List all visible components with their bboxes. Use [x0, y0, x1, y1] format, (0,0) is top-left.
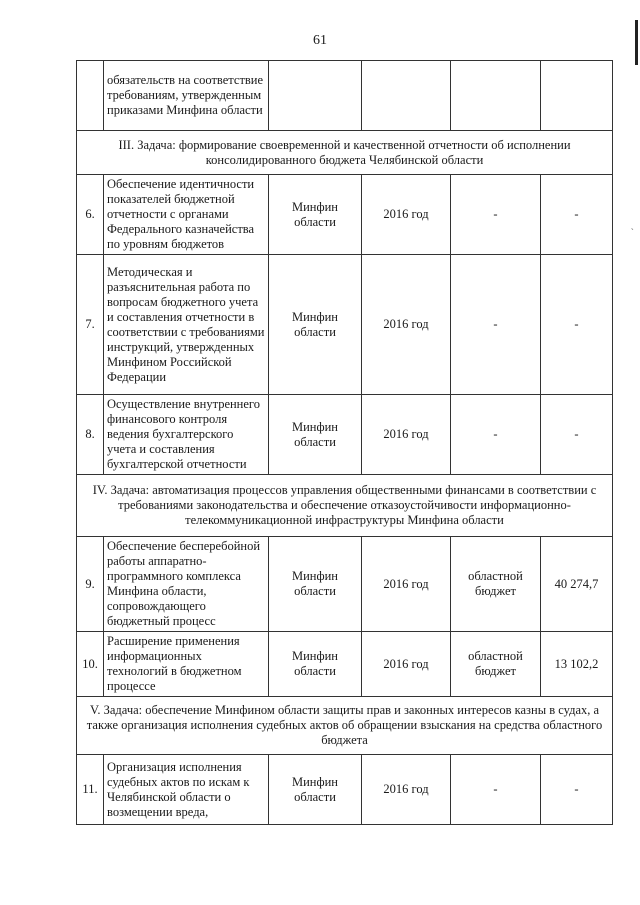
amount-cell: -	[541, 255, 613, 395]
executor-cell: Минфин области	[269, 175, 362, 255]
amount-cell: 40 274,7	[541, 537, 613, 632]
executor-cell: Минфин области	[269, 632, 362, 697]
term-cell	[362, 61, 451, 131]
executor-cell: Минфин области	[269, 255, 362, 395]
activity-name: Обеспечение идентичности показателей бюджетной отчетности с органами Федерального казначейства по уровням бюджетов	[104, 175, 269, 255]
row-number: 6.	[77, 175, 104, 255]
row-number: 11.	[77, 755, 104, 825]
amount-cell: -	[541, 175, 613, 255]
table-body	[77, 61, 613, 825]
amount-cell: -	[541, 755, 613, 825]
funding-source-cell: -	[451, 175, 541, 255]
activities-table	[76, 60, 613, 825]
term-cell: 2016 год	[362, 537, 451, 632]
activity-name: Организация исполнения судебных актов по искам к Челябинской области о возмещении вреда,	[104, 755, 269, 825]
section-heading: IV. Задача: автоматизация процессов управления общественными финансами в соответствии с требованиями законодательства и обеспечение отказоустойчивости информационно-телекоммуникационной инфраструктуры Минфина области	[77, 475, 613, 537]
table-row	[77, 537, 613, 632]
executor-cell	[269, 61, 362, 131]
section-heading: III. Задача: формирование своевременной и качественной отчетности об исполнении консолидированного бюджета Челябинской области	[77, 131, 613, 175]
funding-source-cell: -	[451, 255, 541, 395]
term-cell: 2016 год	[362, 395, 451, 475]
table-row	[77, 61, 613, 131]
table-row	[77, 255, 613, 395]
activity-name: Осуществление внутреннего финансового контроля ведения бухгалтерского учета и составления бухгалтерской отчетности	[104, 395, 269, 475]
activity-name: Методическая и разъяснительная работа по вопросам бюджетного учета и составления отчетности в соответствии с требованиями инструкций, утвержденных Минфином Российской Федерации	[104, 255, 269, 395]
amount-cell: -	[541, 395, 613, 475]
activity-name: обязательств на соответствие требованиям, утвержденным приказами Минфина области	[104, 61, 269, 131]
section-row	[77, 131, 613, 175]
amount-cell	[541, 61, 613, 131]
activity-name: Обеспечение бесперебойной работы аппаратно-программного комплекса Минфина области, сопровождающего бюджетный процесс	[104, 537, 269, 632]
row-number: 10.	[77, 632, 104, 697]
section-heading: V. Задача: обеспечение Минфином области защиты прав и законных интересов казны в судах, а также организация исполнения судебных актов об обращении взыскания на средства областного бюджета	[77, 697, 613, 755]
term-cell: 2016 год	[362, 175, 451, 255]
section-row	[77, 475, 613, 537]
funding-source-cell: областной бюджет	[451, 632, 541, 697]
funding-source-cell: -	[451, 395, 541, 475]
term-cell: 2016 год	[362, 755, 451, 825]
executor-cell: Минфин области	[269, 755, 362, 825]
table-row	[77, 755, 613, 825]
executor-cell: Минфин области	[269, 537, 362, 632]
row-number: 9.	[77, 537, 104, 632]
row-number: 7.	[77, 255, 104, 395]
amount-cell: 13 102,2	[541, 632, 613, 697]
activity-name: Расширение применения информационных технологий в бюджетном процессе	[104, 632, 269, 697]
table-row	[77, 175, 613, 255]
term-cell: 2016 год	[362, 632, 451, 697]
row-number	[77, 61, 104, 131]
scan-artifact: `	[630, 228, 634, 239]
scan-edge-mark	[635, 20, 638, 65]
funding-source-cell: областной бюджет	[451, 537, 541, 632]
executor-cell: Минфин области	[269, 395, 362, 475]
row-number: 8.	[77, 395, 104, 475]
table-row	[77, 395, 613, 475]
funding-source-cell	[451, 61, 541, 131]
funding-source-cell: -	[451, 755, 541, 825]
page-number: 61	[313, 33, 327, 48]
table-row	[77, 632, 613, 697]
term-cell: 2016 год	[362, 255, 451, 395]
section-row	[77, 697, 613, 755]
